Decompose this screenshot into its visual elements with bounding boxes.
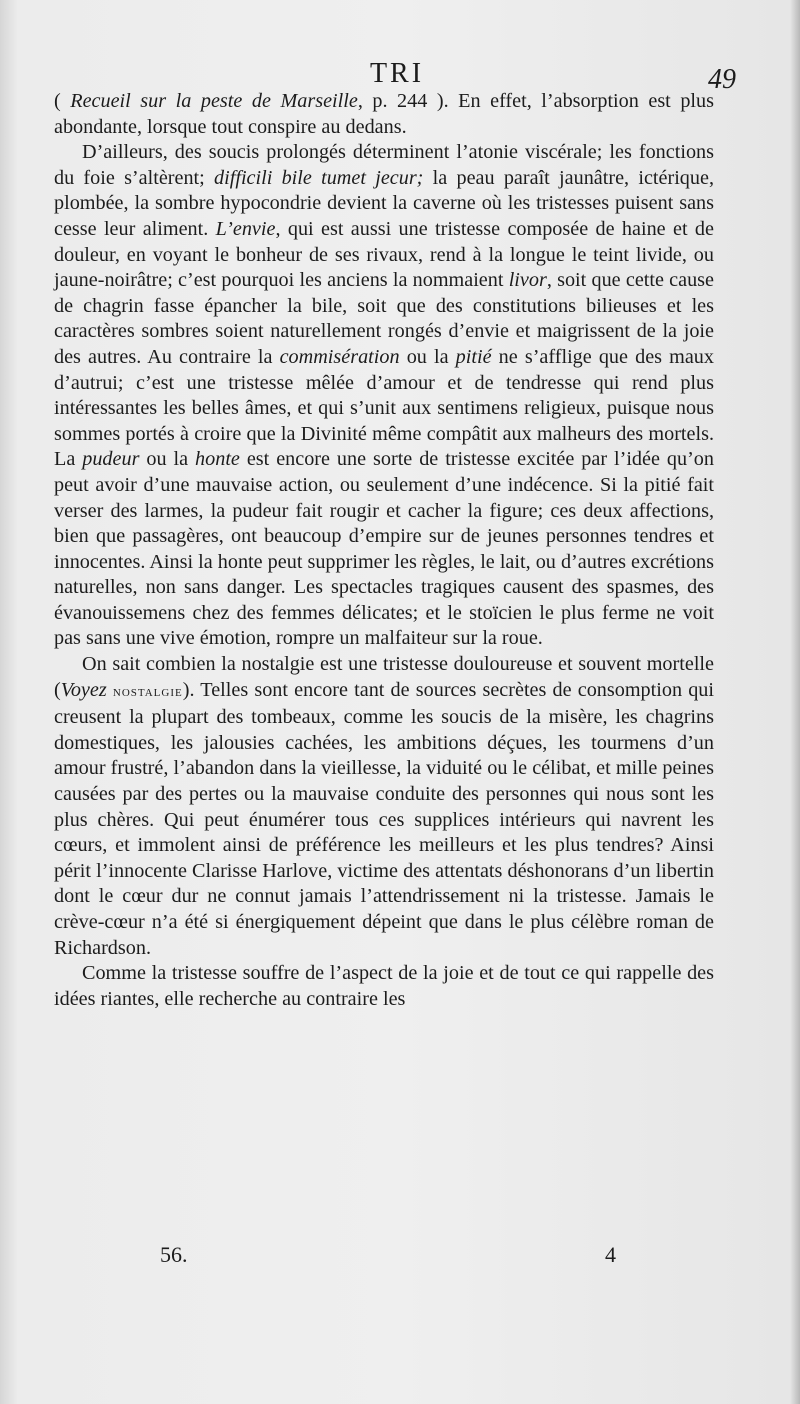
text-run: , qui est aussi une tristesse composée de haine et de douleur, en voyant le bonheur de ses rivaux, rend à la longue le teint livide, ou jaune-noirâtre; c’est pourquoi les anciens la nommaient — [54, 217, 714, 292]
text-run: , soit que cette cause de chagrin fasse épancher la bile, soit que des constitutions bilieuses et les caractères sombres soient naturellement rongés d’envie et maigrissent de la joie des autres. Au contraire la — [54, 269, 715, 368]
text-run: ( — [54, 90, 71, 112]
paragraph-continuation — [54, 89, 714, 140]
italic-run: L’envie — [215, 217, 276, 240]
paragraph-joie — [54, 961, 714, 1012]
italic-run: pudeur — [82, 448, 140, 471]
text-run: ). Telles sont encore tant de sources secrètes de consomption qui creusent la plupart des tombeaux, comme les soucis de la misère, les chagrins domestiques, les jalousies cachées, les ambitions déçues, les tourmens d’un amour frustré, l’abandon dans la vieillesse, la viduité ou le célibat, et mille peines causées par des pertes ou la mauvaise conduite des personnes qui nous sont les plus chères. Qui peut énumérer tous ces supplices intérieurs qui navrent les cœurs, et immolent ainsi de préférence les meilleurs et les plus tendres? Ainsi périt l’innocente Clarisse Harlove, victime des attentats déshonorans d’un libertin dont le cœur dur ne connut jamais l’attendrissement ni la tristesse. Jamais le crève-cœur n’a été si énergiquement dépeint que dans le plus célèbre roman de Richardson. — [54, 678, 715, 959]
italic-run: livor — [508, 269, 547, 292]
italic-run: honte — [195, 448, 240, 471]
body-text — [54, 89, 714, 1012]
italic-run: commisération — [279, 345, 400, 368]
page-number: 49 — [708, 64, 736, 95]
paragraph-nostalgie — [54, 652, 714, 961]
text-run: ou la — [139, 448, 196, 471]
text-run: ne s’afflige que des maux d’autrui; c’est une tristesse mêlée d’amour et de tendresse qui rend plus intéressantes les belles âmes, et qui s’unit aux sentimens religieux, puisque nous sommes portés à croire que la Divinité même compâtit aux malheurs des mortels. La — [54, 345, 714, 471]
italic-run: Voyez — [60, 678, 107, 701]
running-title: TRI — [369, 58, 425, 89]
text-run: ou la — [399, 345, 456, 368]
paragraph-tristesse-causes — [54, 140, 714, 652]
text-run: est encore une sorte de tristesse excitée par l’idée qu’on peut avoir d’une mauvaise action, ou seulement d’une indécence. Si la pitié fait verser des larmes, la pudeur fait rougir et cacher la figure; ces deux affections, bien que passagères, ont beaucoup d’empire sur de jeunes personnes tendres et innocentes. Ainsi la honte peut supprimer les règles, le lait, ou d’autres excrétions naturelles, non sans danger. Les spectacles tragiques causent des spasmes, des évanouissemens chez des femmes délicates; et le stoïcien le plus ferme ne voit pas sans une vive émotion, rompre un malfaiteur sur la roue. — [54, 448, 714, 650]
text-run: , p. 244 ). En effet, l’absorption est plus abondante, lorsque tout conspire au dedans. — [54, 90, 714, 138]
small-caps-run: nostalgie — [112, 683, 183, 700]
text-run: On sait combien la nostalgie est une tristesse douloureuse et souvent mortelle ( — [54, 653, 714, 701]
signature-mark: 56. — [160, 1242, 188, 1267]
italic-run: Recueil sur la peste de Marseille — [70, 90, 358, 112]
gathering-mark: 4 — [605, 1242, 616, 1267]
page-footer — [52, 1242, 742, 1272]
italic-run: pitié — [455, 345, 492, 368]
text-run: la peau paraît jaunâtre, ictérique, plombée, la sombre hypocondrie devient la caverne où les tristesses puisent sans cesse leur aliment. — [54, 166, 715, 240]
text-run: D’ailleurs, des soucis prolongés déterminent l’atonie viscérale; les fonctions du foie s’altèrent; — [54, 141, 714, 189]
text-run: Comme la tristesse souffre de l’aspect de la joie et de tout ce qui rappelle des idées riantes, elle recherche au contraire les — [54, 962, 714, 1010]
italic-run: difficili bile tumet jecur; — [214, 166, 424, 189]
